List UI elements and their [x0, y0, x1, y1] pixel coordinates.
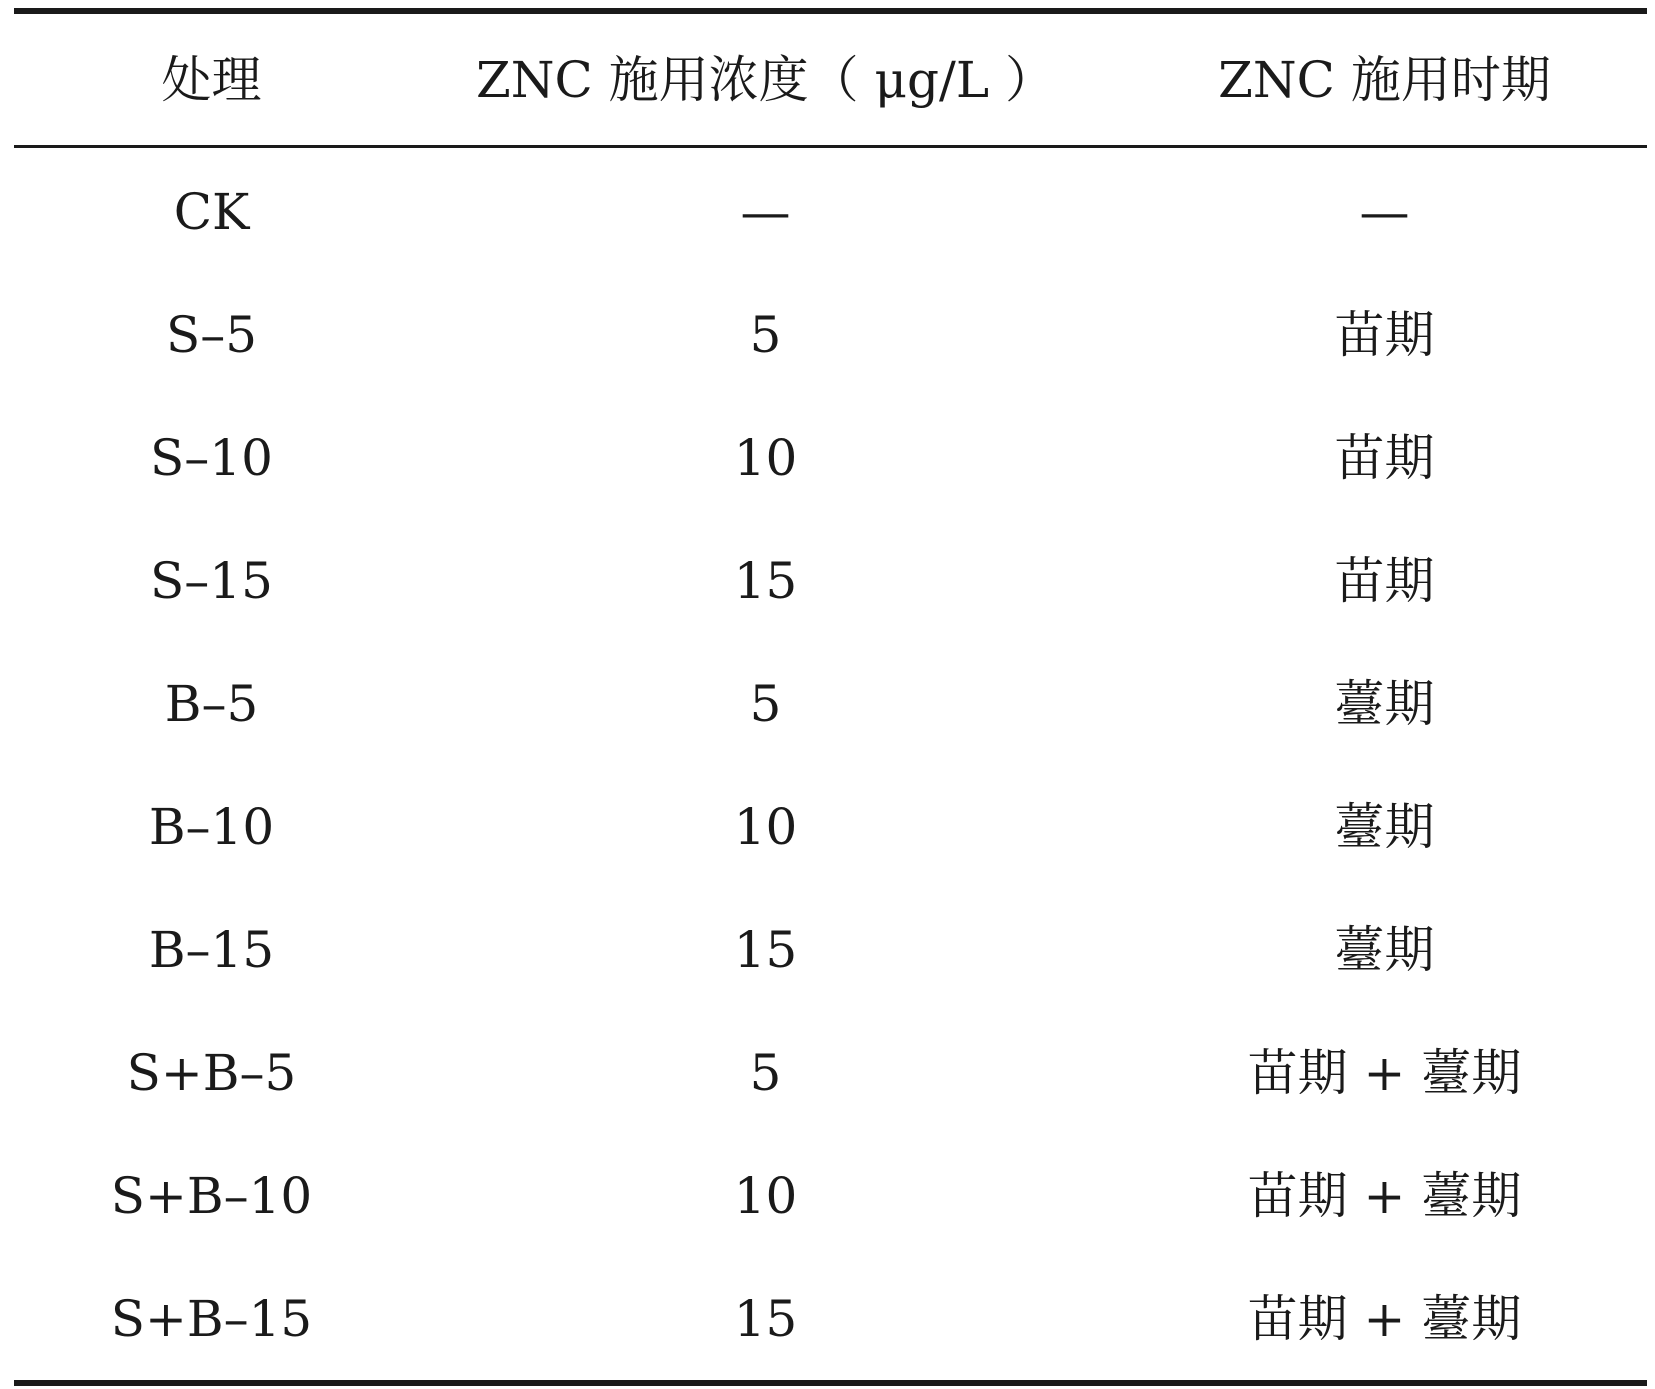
cell-concentration: 15 [733, 1289, 798, 1348]
header-row [14, 14, 1647, 145]
cell-period: 苗期 [1334, 428, 1435, 487]
header-period: ZNC 施用时期 [1218, 50, 1551, 109]
table-row [14, 150, 1647, 273]
header-treatment: 处理 [161, 50, 262, 109]
cell-treatment: CK [173, 182, 250, 241]
table-body [14, 148, 1647, 1380]
cell-concentration: 10 [733, 797, 798, 856]
cell-concentration: 15 [733, 551, 798, 610]
cell-period: 苗期 [1334, 305, 1435, 364]
cell-treatment: S+B–15 [110, 1289, 313, 1348]
cell-treatment: B–15 [148, 920, 275, 979]
cell-concentration: 10 [733, 428, 798, 487]
cell-treatment: B–5 [164, 674, 259, 733]
cell-period: 苗期 + 薹期 [1247, 1043, 1522, 1102]
cell-period: 薹期 [1334, 920, 1435, 979]
table-row [14, 396, 1647, 519]
cell-period: — [1359, 182, 1410, 241]
cell-concentration: 10 [733, 1166, 798, 1225]
cell-period: 薹期 [1334, 797, 1435, 856]
table-row [14, 1257, 1647, 1380]
cell-concentration: 5 [749, 1043, 782, 1102]
cell-concentration: 5 [749, 305, 782, 364]
table-row [14, 888, 1647, 1011]
table-row [14, 1134, 1647, 1257]
cell-treatment: S–10 [150, 428, 273, 487]
table-row [14, 642, 1647, 765]
cell-concentration: 15 [733, 920, 798, 979]
bottom-rule [14, 1380, 1647, 1386]
table-row [14, 519, 1647, 642]
data-table [14, 8, 1647, 1386]
table-row [14, 273, 1647, 396]
cell-treatment: S–15 [150, 551, 273, 610]
table-row [14, 1011, 1647, 1134]
cell-treatment: S–5 [165, 305, 258, 364]
cell-treatment: S+B–5 [126, 1043, 297, 1102]
cell-concentration: — [740, 182, 791, 241]
cell-period: 苗期 + 薹期 [1247, 1166, 1522, 1225]
cell-treatment: S+B–10 [110, 1166, 313, 1225]
cell-concentration: 5 [749, 674, 782, 733]
header-concentration: ZNC 施用浓度（ μg/L ） [476, 50, 1055, 109]
cell-treatment: B–10 [148, 797, 275, 856]
cell-period: 苗期 + 薹期 [1247, 1289, 1522, 1348]
cell-period: 苗期 [1334, 551, 1435, 610]
cell-period: 薹期 [1334, 674, 1435, 733]
table-row [14, 765, 1647, 888]
